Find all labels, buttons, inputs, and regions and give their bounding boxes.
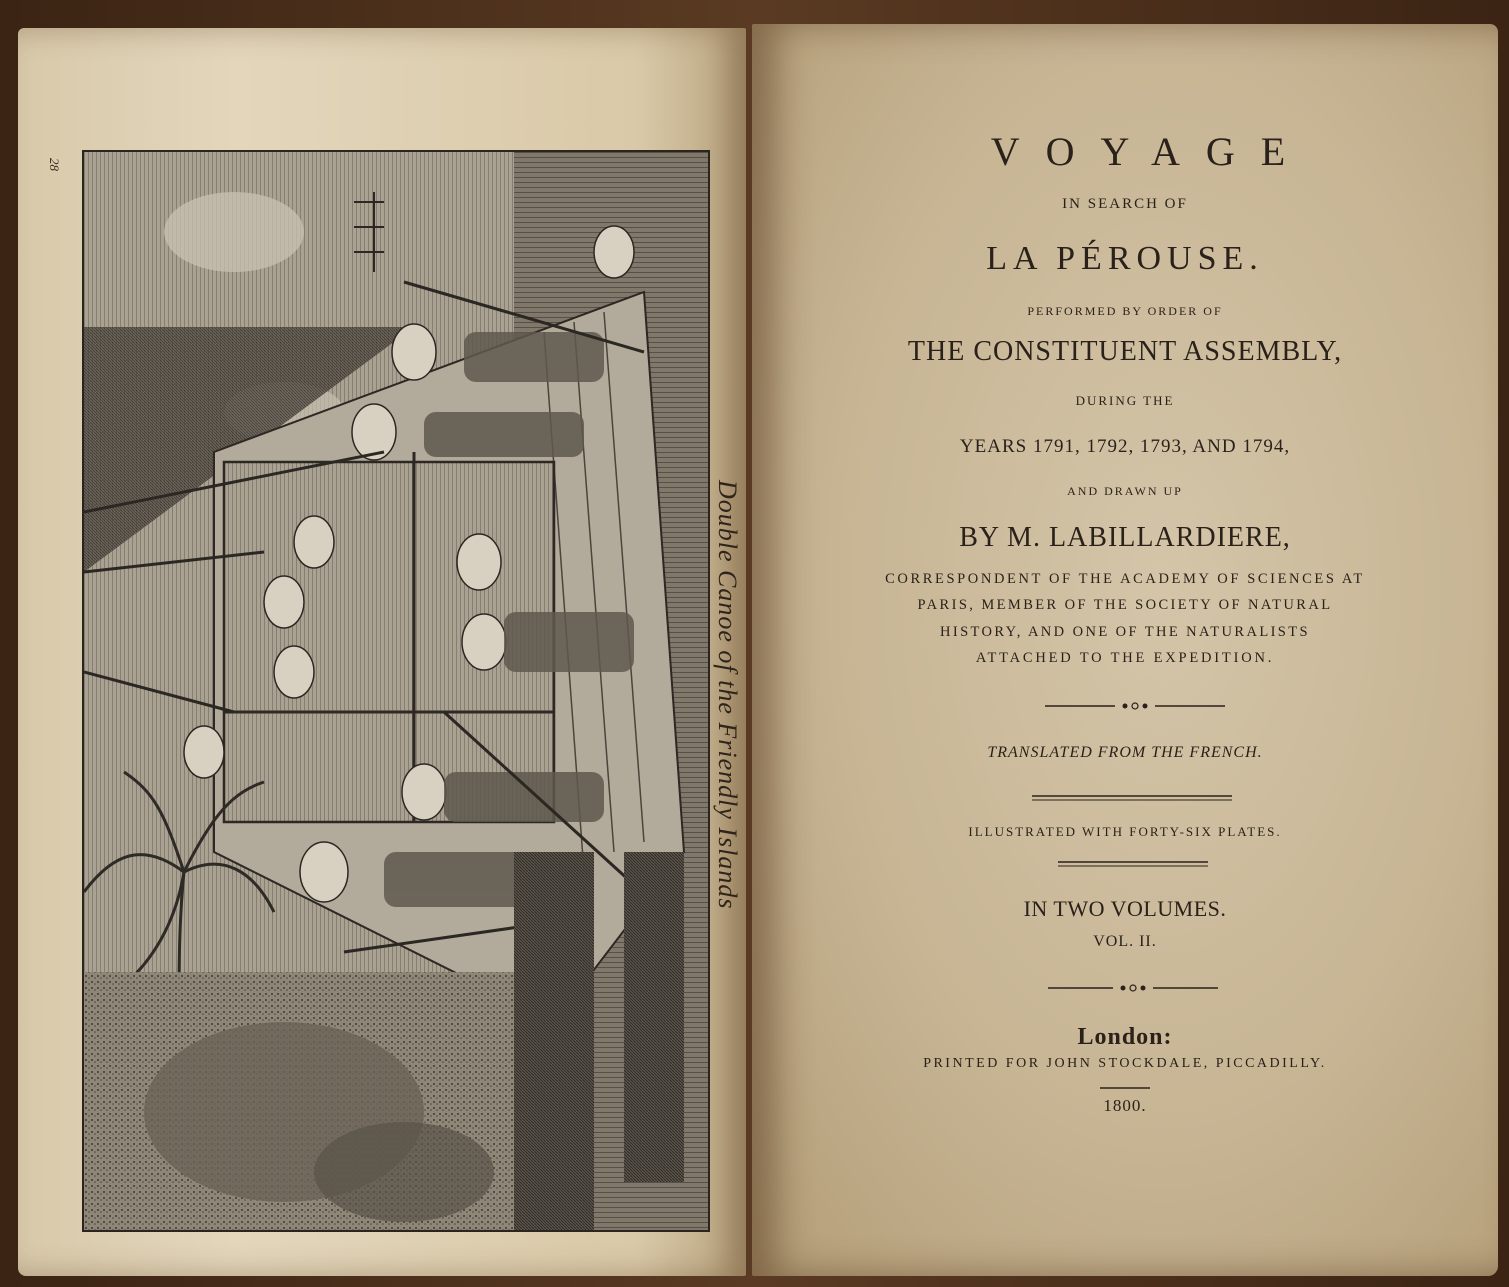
subject-line: LA PÉROUSE. — [986, 240, 1264, 277]
translated-line: TRANSLATED FROM THE FRENCH. — [987, 744, 1263, 761]
volumes-line: IN TWO VOLUMES. — [1023, 896, 1227, 921]
credentials-line-1: CORRESPONDENT OF THE ACADEMY OF SCIENCES AT — [885, 571, 1365, 587]
in-search-of-line: IN SEARCH OF — [1062, 196, 1188, 212]
left-page — [18, 28, 746, 1276]
plate-caption: Double Canoe of the Friendly Islands — [713, 480, 742, 910]
printer-line: PRINTED FOR JOHN STOCKDALE, PICCADILLY. — [923, 1056, 1327, 1071]
title-page — [752, 24, 1498, 1276]
short-rule — [1100, 1086, 1150, 1090]
canoe-engraving-illustration — [84, 152, 708, 1230]
drawn-up-line: AND DRAWN UP — [1067, 484, 1183, 498]
imprint-place: London: — [1077, 1024, 1173, 1050]
credentials-line-2: PARIS, MEMBER OF THE SOCIETY OF NATURAL — [917, 597, 1333, 613]
engraving-plate — [82, 150, 710, 1232]
publication-year: 1800. — [1103, 1096, 1147, 1115]
during-the-line: DURING THE — [1075, 393, 1175, 408]
plate-number: 28 — [47, 158, 62, 171]
credentials-line-3: HISTORY, AND ONE OF THE NATURALISTS — [939, 624, 1310, 640]
volume-number: VOL. II. — [1093, 933, 1157, 950]
double-rule — [1058, 860, 1208, 868]
years-line: YEARS 1791, 1792, 1793, AND 1794, — [959, 436, 1291, 457]
double-rule — [1032, 794, 1232, 802]
credentials-line-4: ATTACHED TO THE EXPEDITION. — [975, 650, 1275, 666]
ornamental-rule — [1048, 982, 1218, 994]
performed-by-line: PERFORMED BY ORDER OF — [1027, 304, 1223, 318]
author-line: BY M. LABILLARDIERE, — [959, 522, 1291, 553]
book-title: VOYAGE — [990, 129, 1312, 174]
ornamental-rule — [1045, 700, 1225, 712]
illustrated-line: ILLUSTRATED WITH FORTY-SIX PLATES. — [968, 824, 1282, 839]
assembly-line: THE CONSTITUENT ASSEMBLY, — [907, 336, 1343, 367]
